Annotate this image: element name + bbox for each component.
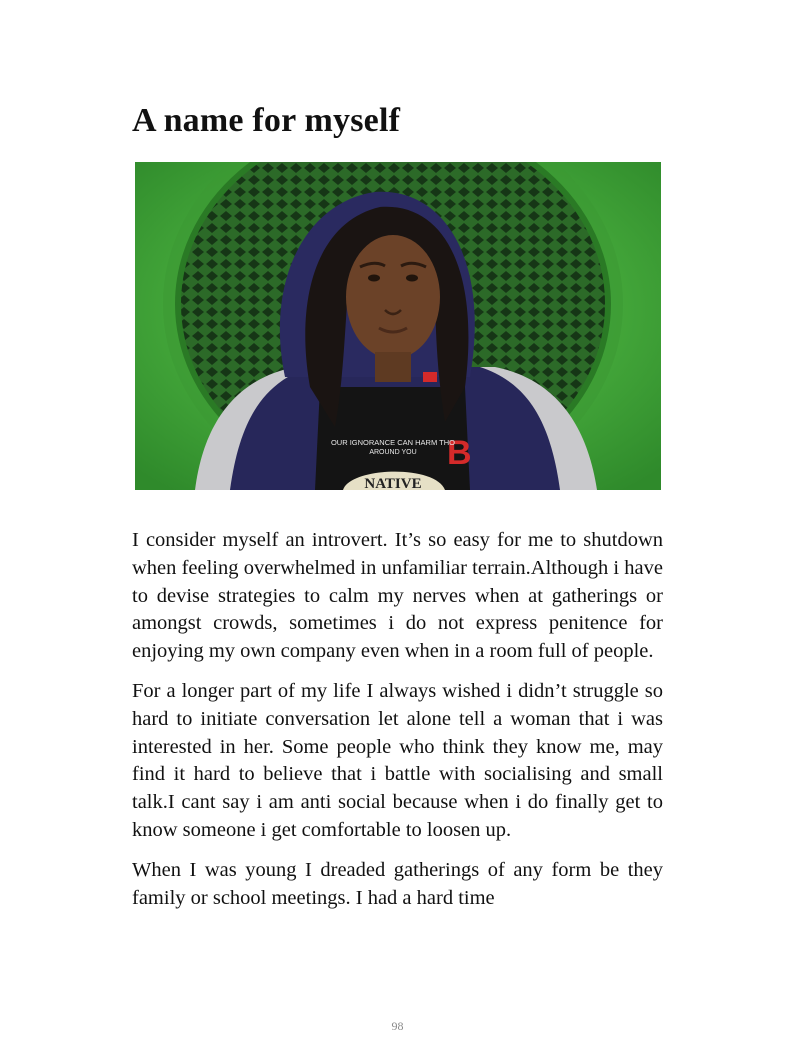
- paragraph-3: When I was young I dreaded gatherings of any form be they family or school meetings. I had a hard time: [132, 858, 663, 909]
- body-text: [132, 527, 663, 924]
- page-title: A name for myself: [132, 102, 401, 139]
- portrait-photo: [135, 162, 661, 490]
- shirt-logo: NATIVE: [364, 476, 422, 490]
- shirt-print-line2: AROUND YOU: [369, 449, 417, 456]
- page-number: 98: [391, 1019, 404, 1033]
- paragraph-2: For a longer part of my life I always wished i didn’t struggle so hard to initiate conversation let alone tell a woman that i was interested in her. Some people who think they know me, may find it hard to believe that i battle with socialising and small talk.I cant say i am anti social because when i do finally get to know someone i get comfortable to loosen up.: [132, 679, 663, 841]
- paragraph-1: I consider myself an introvert. It’s so easy for me to shutdown when feeling overwhelmed in unfamiliar terrain.Although i have to devise strategies to calm my nerves when at gatherings or amongst crowds, sometimes i do not express penitence for enjoying my own company even when in a room full of people.: [132, 529, 663, 663]
- shirt-print-line1: OUR IGNORANCE CAN HARM THO: [330, 438, 456, 447]
- sleeve-letter: B: [447, 434, 472, 472]
